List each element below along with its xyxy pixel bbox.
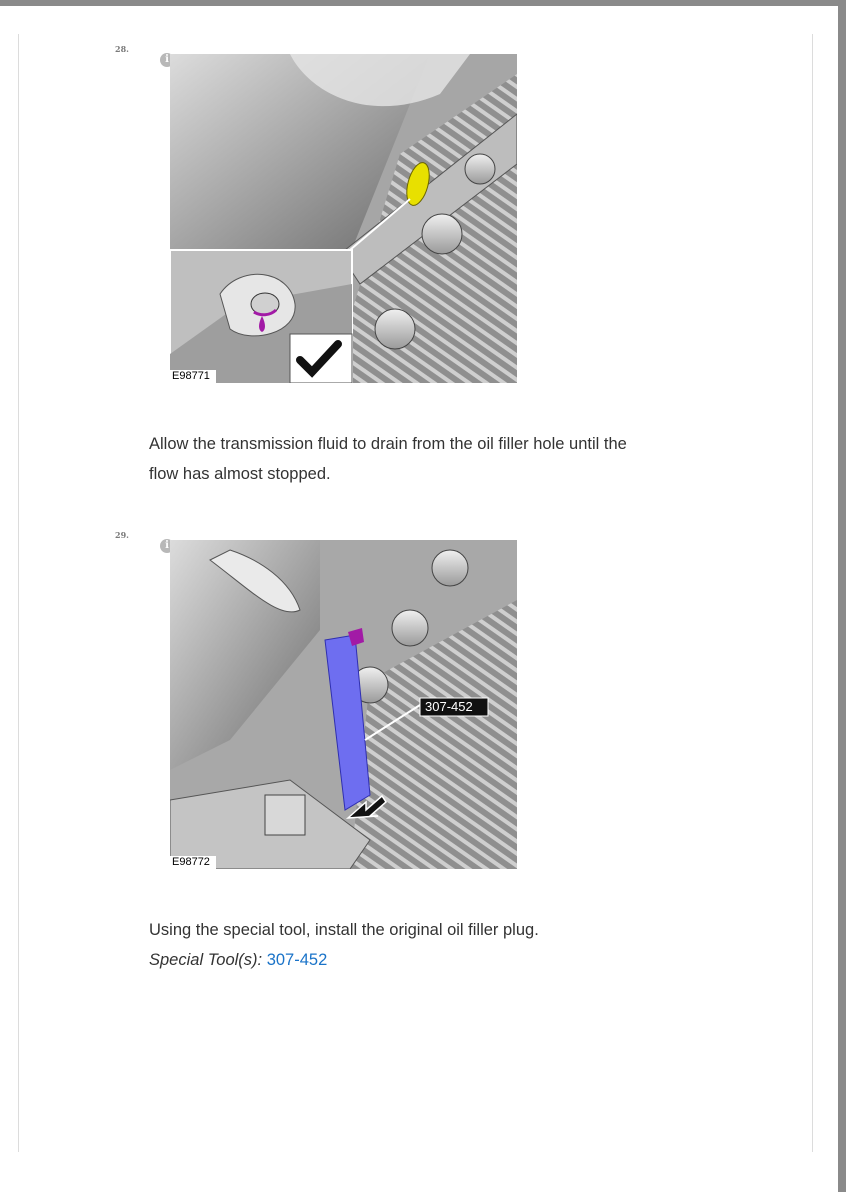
- info-icon[interactable]: i: [160, 53, 174, 67]
- figure-id-label: E98771: [172, 370, 210, 382]
- step-number: 28.: [115, 44, 129, 54]
- figure-e98772: [170, 540, 517, 869]
- step-28-text: [149, 429, 769, 489]
- special-tool-link[interactable]: 307-452: [266, 951, 328, 969]
- document-page: [0, 6, 838, 1192]
- special-tool-label: Special Tool(s):: [149, 951, 263, 969]
- window-frame-right[interactable]: [838, 0, 846, 1192]
- right-margin-rule: [812, 34, 813, 1152]
- figure-illustration: [170, 54, 517, 383]
- step-28-text-line-2: flow has almost stopped.: [149, 465, 331, 483]
- special-tool-line: [149, 945, 327, 975]
- step-number: 29.: [115, 530, 129, 540]
- figure-id-label: E98772: [172, 856, 210, 868]
- step-29-text: Using the special tool, install the original oil filler plug.: [149, 921, 539, 939]
- info-icon[interactable]: i: [160, 539, 174, 553]
- figure-e98771: [170, 54, 517, 383]
- callout-label: 307-452: [425, 699, 473, 714]
- left-margin-rule: [18, 34, 19, 1152]
- step-28-text-line-1: Allow the transmission fluid to drain from the oil filler hole until the: [149, 435, 627, 453]
